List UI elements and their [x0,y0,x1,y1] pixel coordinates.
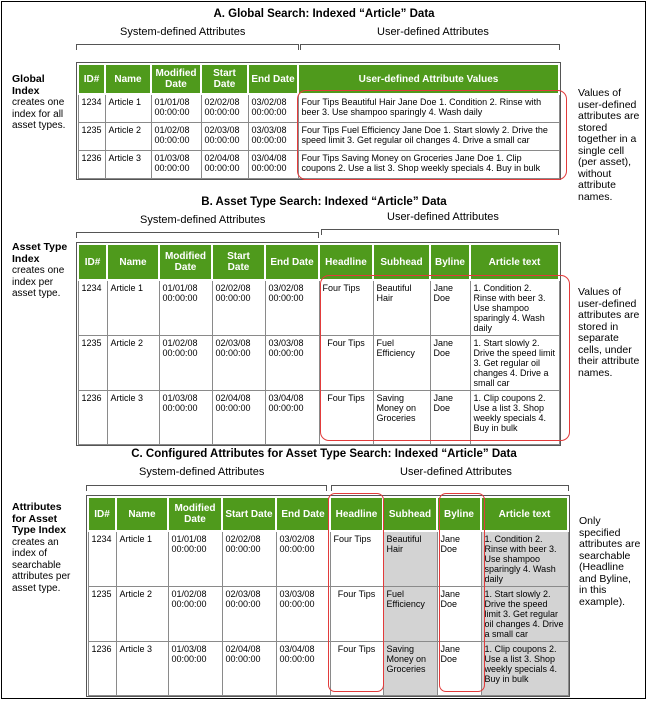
col-article-text: Article text [481,497,568,531]
cell-subhead: Fuel Efficiency [383,587,437,642]
cell-headline: Four Tips [330,531,383,587]
cell-start-date: 02/03/08 00:00:00 [201,122,248,150]
cell-headline: Four Tips [330,642,383,696]
col-name: Name [107,244,159,280]
cell-name: Article 1 [105,94,151,122]
section-a-title: A. Global Search: Indexed “Article” Data [213,8,435,20]
col-start-date: Start Date [222,497,276,531]
cell-id: 1236 [88,642,116,696]
cell-id: 1234 [78,94,105,122]
cell-subhead: Fuel Efficiency [373,336,430,391]
table-row [88,531,568,587]
section-b-user-label: User-defined Attributes [387,211,499,223]
table-row [78,150,559,178]
section-b-side-text: creates one index per asset type. [12,265,65,299]
cell-subhead: Saving Money on Groceries [373,391,430,445]
cell-name: Article 2 [107,336,159,391]
table-row [78,94,559,122]
cell-id: 1234 [78,280,107,336]
col-modified-date: Modified Date [151,64,201,94]
col-modified-date: Modified Date [159,244,212,280]
cell-byline: Jane Doe [430,336,470,391]
table-row [78,336,559,391]
cell-modified-date: 01/03/08 00:00:00 [151,150,201,178]
cell-end-date: 03/02/08 00:00:00 [276,531,330,587]
section-b-side-bold: Asset Type Index [12,241,68,265]
cell-id: 1236 [78,391,107,445]
table-row [78,391,559,445]
cell-headline: Four Tips [330,587,383,642]
col-id: ID# [88,497,116,531]
cell-end-date: 03/03/08 00:00:00 [265,336,319,391]
cell-name: Article 2 [105,122,151,150]
col-subhead: Subhead [373,244,430,280]
cell-modified-date: 01/02/08 00:00:00 [151,122,201,150]
cell-name: Article 1 [116,531,168,587]
cell-article-text: 1. Start slowly 2. Drive the speed limit 3. Get regular oil changes 4. Drive a small car [481,587,568,642]
table-row [88,587,568,642]
cell-modified-date: 01/01/08 00:00:00 [159,280,212,336]
section-c-title: C. Configured Attributes for Asset Type Search: Indexed “Article” Data [131,448,517,460]
cell-attribute-values: Four Tips Beautiful Hair Jane Doe 1. Condition 2. Rinse with beer 3. Use shampoo sparingly 4. Wash daily [298,94,559,122]
cell-start-date: 02/02/08 00:00:00 [201,94,248,122]
section-c-side-bold: Attributes for Asset Type Index [12,501,67,536]
section-a-system-label: System-defined Attributes [120,26,246,38]
col-modified-date: Modified Date [168,497,222,531]
cell-modified-date: 01/02/08 00:00:00 [159,336,212,391]
cell-start-date: 02/04/08 00:00:00 [222,642,276,696]
cell-headline: Four Tips [319,280,373,336]
cell-name: Article 1 [107,280,159,336]
cell-name: Article 3 [105,150,151,178]
table-row [88,642,568,696]
cell-byline: Jane Doe [430,280,470,336]
section-c-user-label: User-defined Attributes [400,466,512,478]
cell-name: Article 3 [107,391,159,445]
table-row [78,122,559,150]
section-c-table [87,496,569,696]
cell-modified-date: 01/01/08 00:00:00 [151,94,201,122]
cell-attribute-values: Four Tips Fuel Efficiency Jane Doe 1. Start slowly 2. Drive the speed limit 3. Get regular oil changes 4. Drive a small car [298,122,559,150]
cell-modified-date: 01/03/08 00:00:00 [159,391,212,445]
section-a-user-bracket [300,44,560,50]
col-id: ID# [78,64,105,94]
cell-start-date: 02/02/08 00:00:00 [222,531,276,587]
col-headline: Headline [319,244,373,280]
cell-end-date: 03/03/08 00:00:00 [276,587,330,642]
section-b-side-caption [12,242,70,300]
cell-modified-date: 01/03/08 00:00:00 [168,642,222,696]
cell-name: Article 2 [116,587,168,642]
col-end-date: End Date [248,64,298,94]
cell-article-text: 1. Start slowly 2. Drive the speed limit 3. Get regular oil changes 4. Drive a small car [470,336,559,391]
cell-attribute-values: Four Tips Saving Money on Groceries Jane Doe 1. Clip coupons 2. Use a list 3. Shop weekly specials 4. Buy in bulk [298,150,559,178]
col-article-text: Article text [470,244,559,280]
col-byline: Byline [430,244,470,280]
cell-id: 1236 [78,150,105,178]
col-id: ID# [78,244,107,280]
col-name: Name [116,497,168,531]
section-c-user-bracket [331,485,569,491]
section-b-system-label: System-defined Attributes [140,214,266,226]
table-row [78,280,559,336]
section-a-note: Values of user-defined attributes are stored together in a single cell (per asset), without attribute names. [578,87,640,203]
cell-start-date: 02/04/08 00:00:00 [201,150,248,178]
cell-end-date: 03/03/08 00:00:00 [248,122,298,150]
section-c-system-label: System-defined Attributes [139,466,265,478]
cell-byline: Jane Doe [437,531,481,587]
cell-end-date: 03/02/08 00:00:00 [248,94,298,122]
section-a-user-label: User-defined Attributes [377,26,489,38]
section-c-side-caption [12,502,74,594]
cell-name: Article 3 [116,642,168,696]
col-name: Name [105,64,151,94]
col-start-date: Start Date [212,244,265,280]
cell-subhead: Beautiful Hair [373,280,430,336]
cell-start-date: 02/03/08 00:00:00 [212,336,265,391]
section-a-header-row [78,64,559,94]
cell-id: 1235 [88,587,116,642]
col-headline: Headline [330,497,383,531]
cell-byline: Jane Doe [437,587,481,642]
section-b-user-bracket [321,229,559,235]
section-a-side-bold: Global Index [12,73,45,97]
cell-article-text: 1. Clip coupons 2. Use a list 3. Shop weekly specials 4. Buy in bulk [481,642,568,696]
col-byline: Byline [437,497,481,531]
cell-byline: Jane Doe [437,642,481,696]
cell-headline: Four Tips [319,391,373,445]
col-end-date: End Date [276,497,330,531]
section-b-title: B. Asset Type Search: Indexed “Article” Data [201,196,447,208]
cell-subhead: Saving Money on Groceries [383,642,437,696]
section-c-side-text: creates an index of searchable attributes per asset type. [12,536,71,594]
cell-end-date: 03/04/08 00:00:00 [276,642,330,696]
section-a-table [77,63,560,179]
cell-article-text: 1. Condition 2. Rinse with beer 3. Use shampoo sparingly 4. Wash daily [481,531,568,587]
cell-byline: Jane Doe [430,391,470,445]
section-b-system-bracket [76,232,319,238]
cell-id: 1235 [78,122,105,150]
cell-start-date: 02/02/08 00:00:00 [212,280,265,336]
cell-start-date: 02/03/08 00:00:00 [222,587,276,642]
section-b-note: Values of user-defined attributes are stored in separate cells, under their attribute names. [578,286,640,379]
col-subhead: Subhead [383,497,437,531]
cell-modified-date: 01/02/08 00:00:00 [168,587,222,642]
cell-start-date: 02/04/08 00:00:00 [212,391,265,445]
cell-id: 1234 [88,531,116,587]
cell-end-date: 03/04/08 00:00:00 [248,150,298,178]
section-a-system-bracket [76,44,299,50]
section-c-system-bracket [86,485,327,491]
col-end-date: End Date [265,244,319,280]
cell-id: 1235 [78,336,107,391]
section-b-header-row [78,244,559,280]
cell-end-date: 03/04/08 00:00:00 [265,391,319,445]
cell-end-date: 03/02/08 00:00:00 [265,280,319,336]
section-c-note: Only specified attributes are searchable (Headline and Byline, in this example). [579,515,641,608]
cell-headline: Four Tips [319,336,373,391]
cell-article-text: 1. Condition 2. Rinse with beer 3. Use shampoo sparingly 4. Wash daily [470,280,559,336]
col-start-date: Start Date [201,64,248,94]
section-c-header-row [88,497,568,531]
cell-modified-date: 01/01/08 00:00:00 [168,531,222,587]
cell-subhead: Beautiful Hair [383,531,437,587]
cell-article-text: 1. Clip coupons 2. Use a list 3. Shop weekly specials 4. Buy in bulk [470,391,559,445]
section-a-side-caption [12,74,70,132]
col-user-defined-values: User-defined Attribute Values [298,64,559,94]
section-b-table [77,243,560,445]
section-a-side-text: creates one index for all asset types. [12,97,66,131]
